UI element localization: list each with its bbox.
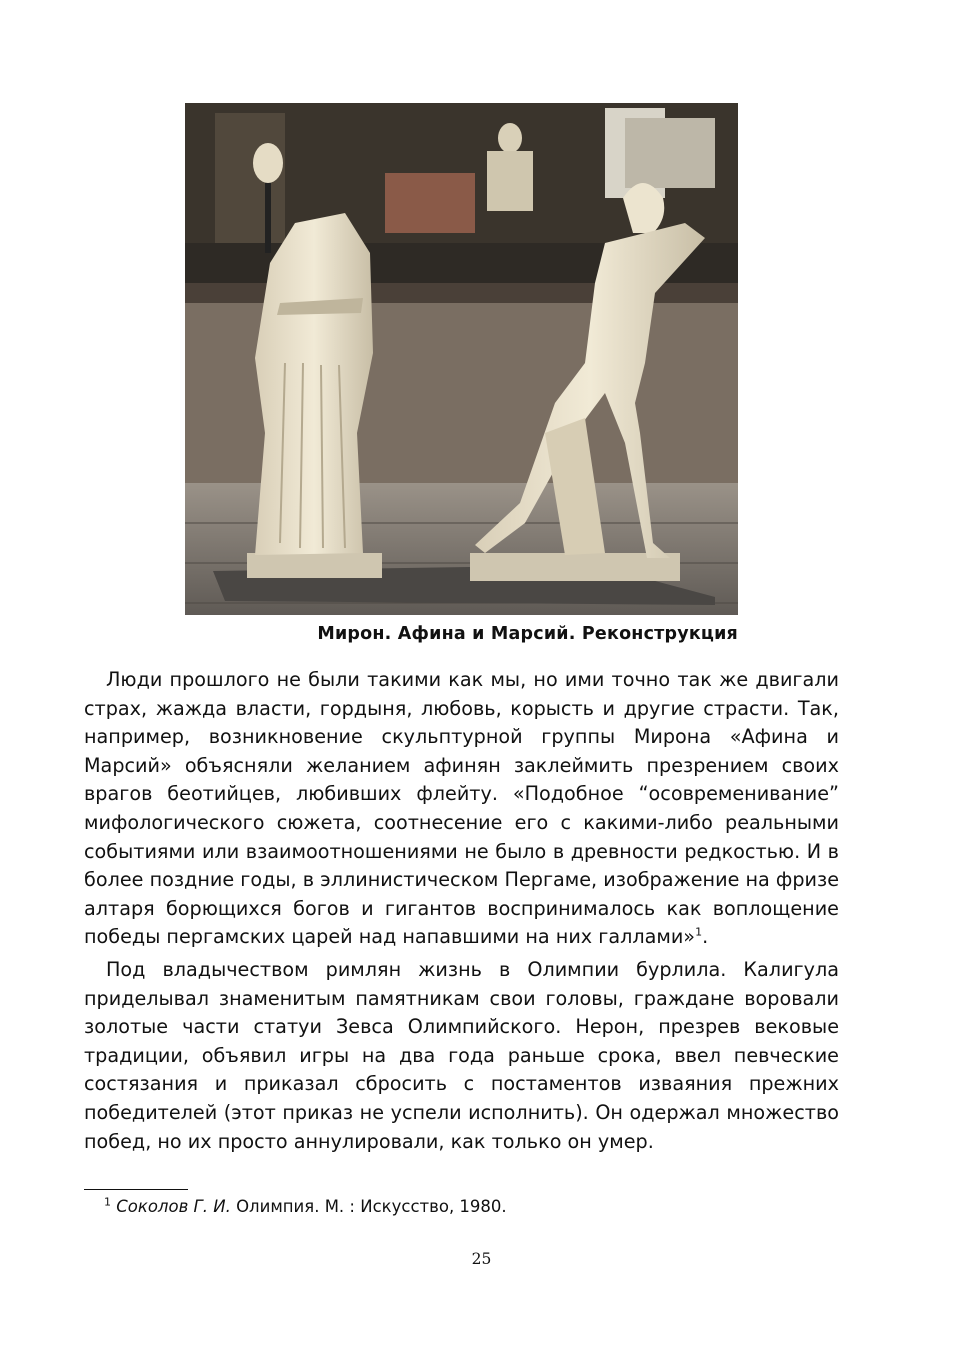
figure-caption: Мирон. Афина и Марсий. Реконструкция	[317, 624, 738, 644]
footnote-ref[interactable]: 1	[695, 925, 703, 939]
paragraph-1-end: .	[702, 925, 709, 949]
footnote-source: Олимпия. М. : Искусство, 1980.	[236, 1197, 507, 1216]
footnote	[104, 1197, 507, 1216]
body-text	[84, 666, 839, 1160]
footnote-author: Соколов Г. И.	[116, 1197, 231, 1216]
page-number: 25	[471, 1250, 492, 1268]
paragraph-1	[84, 666, 839, 952]
paragraph-2: Под владычеством римлян жизнь в Олимпии бурлила. Калигула приделывал знаменитым памятникам свои головы, граждане воровали золотые части статуи Зевса Олимпийского. Нерон, презрев вековые традиции, объявил игры на два года раньше срока, ввел певческие состязания и приказал сбросить с постаментов изваяния прежних победителей (этот приказ не успели исполнить). Он одержал множество побед, но их просто аннулировали, как только он умер.	[84, 957, 839, 1153]
footnote-number: 1	[104, 1195, 111, 1209]
footnote-rule	[84, 1189, 188, 1190]
statue-photo	[185, 103, 738, 615]
paragraph-1-text: Люди прошлого не были такими как мы, но ими точно так же двигали страх, жажда власти, гордыня, любовь, корысть и другие страсти. Так, например, возникновение скульптурной группы Мирона «Афина и Марсий» объясняли желанием афинян заклеймить презрением своих врагов беотийцев, любивших флейту. «Подобное “осовременивание” мифологического сюжета, соотнесение его с какими-либо реальными событиями или взаимоотношениями не было в древности редкостью. И в более поздние годы, в эллинистическом Пергаме, изображение на фризе алтаря борющихся богов и гигантов воспринималось как воплощение победы пергамских царей над напавшими на них галлами»	[84, 668, 839, 949]
